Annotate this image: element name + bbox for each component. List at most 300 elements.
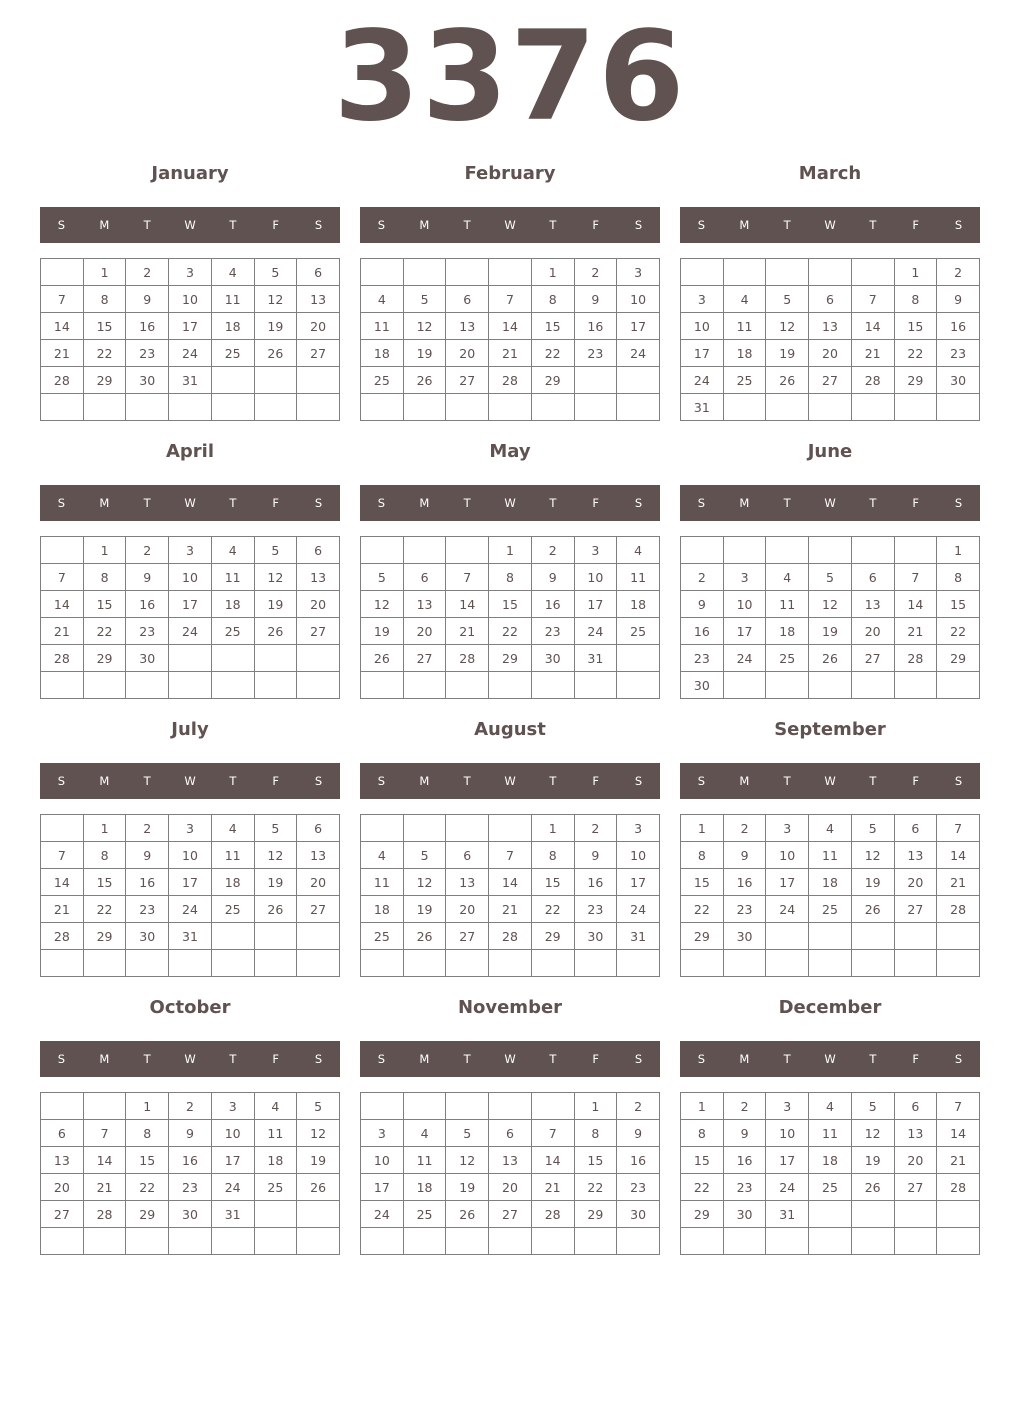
day-cell: 3 [723, 564, 766, 591]
weekday-label: F [912, 496, 920, 510]
day-cell: 5 [446, 1120, 489, 1147]
day-cell: 28 [937, 1174, 980, 1201]
weekday-label: F [912, 1052, 920, 1066]
week-row [681, 618, 980, 645]
day-cell [851, 1201, 894, 1228]
week-row [361, 923, 660, 950]
day-cell [489, 1093, 532, 1120]
day-cell: 20 [403, 618, 446, 645]
day-cell: 11 [809, 842, 852, 869]
day-cell: 2 [126, 537, 169, 564]
day-cell: 5 [851, 1093, 894, 1120]
week-row [41, 923, 340, 950]
day-cell: 1 [83, 537, 126, 564]
day-cell: 17 [723, 618, 766, 645]
day-cell: 14 [41, 591, 84, 618]
day-cell [894, 1228, 937, 1255]
day-cell [574, 1228, 617, 1255]
day-cell: 3 [361, 1120, 404, 1147]
day-cell: 5 [254, 537, 297, 564]
day-cell [766, 259, 809, 286]
day-cell: 1 [489, 537, 532, 564]
week-row [361, 313, 660, 340]
day-grid [360, 814, 660, 977]
week-row [361, 259, 660, 286]
weekday-header [680, 207, 980, 243]
day-cell: 22 [894, 340, 937, 367]
week-row [361, 564, 660, 591]
day-cell [403, 1228, 446, 1255]
day-cell: 21 [894, 618, 937, 645]
day-cell: 4 [361, 842, 404, 869]
day-cell: 14 [41, 313, 84, 340]
day-cell: 9 [723, 842, 766, 869]
day-cell: 15 [531, 313, 574, 340]
day-cell: 30 [126, 367, 169, 394]
weekday-label: M [99, 1052, 110, 1066]
day-cell: 15 [937, 591, 980, 618]
day-cell: 29 [681, 1201, 724, 1228]
day-cell [894, 672, 937, 699]
day-cell: 31 [211, 1201, 254, 1228]
day-cell: 3 [574, 537, 617, 564]
weekday-label: S [57, 496, 66, 510]
day-cell: 17 [169, 591, 212, 618]
day-cell: 7 [41, 842, 84, 869]
day-cell: 17 [766, 869, 809, 896]
day-cell: 8 [489, 564, 532, 591]
weekday-label: T [143, 496, 151, 510]
day-cell: 23 [937, 340, 980, 367]
day-cell [211, 923, 254, 950]
day-cell: 27 [297, 896, 340, 923]
day-cell: 10 [723, 591, 766, 618]
weekday-label: S [314, 774, 323, 788]
day-cell [41, 815, 84, 842]
day-cell: 11 [254, 1120, 297, 1147]
day-cell: 25 [211, 896, 254, 923]
day-cell [809, 672, 852, 699]
day-cell: 20 [41, 1174, 84, 1201]
day-cell: 10 [617, 842, 660, 869]
weekday-label: F [272, 774, 280, 788]
day-cell: 25 [809, 1174, 852, 1201]
day-cell: 6 [297, 815, 340, 842]
day-cell: 10 [169, 286, 212, 313]
day-cell [169, 645, 212, 672]
day-cell: 7 [489, 842, 532, 869]
day-cell: 10 [617, 286, 660, 313]
day-cell: 1 [531, 259, 574, 286]
day-cell: 10 [681, 313, 724, 340]
day-cell: 3 [169, 815, 212, 842]
day-cell: 31 [681, 394, 724, 421]
day-cell: 27 [851, 645, 894, 672]
weekday-label: S [697, 774, 706, 788]
week-row [41, 537, 340, 564]
day-cell: 4 [254, 1093, 297, 1120]
week-row [361, 842, 660, 869]
weekday-label: T [143, 1052, 151, 1066]
day-cell: 21 [937, 1147, 980, 1174]
day-cell: 7 [531, 1120, 574, 1147]
weekday-label: S [377, 774, 386, 788]
day-cell [809, 1201, 852, 1228]
weekday-label: W [184, 774, 196, 788]
day-cell: 19 [766, 340, 809, 367]
day-cell [126, 672, 169, 699]
day-cell [489, 950, 532, 977]
day-cell [446, 1093, 489, 1120]
day-cell: 16 [126, 869, 169, 896]
day-cell: 18 [254, 1147, 297, 1174]
day-cell: 28 [894, 645, 937, 672]
day-cell [41, 672, 84, 699]
day-grid [680, 1092, 980, 1255]
day-cell [403, 950, 446, 977]
day-cell [617, 367, 660, 394]
day-cell [937, 1228, 980, 1255]
day-cell [41, 394, 84, 421]
day-cell: 30 [681, 672, 724, 699]
week-row [681, 923, 980, 950]
week-row [681, 869, 980, 896]
day-cell: 17 [169, 869, 212, 896]
weekday-label: W [504, 1052, 516, 1066]
day-cell [446, 537, 489, 564]
weekday-label: S [697, 1052, 706, 1066]
weekday-label: F [592, 218, 600, 232]
day-cell: 14 [489, 869, 532, 896]
day-cell: 1 [937, 537, 980, 564]
week-row [361, 1147, 660, 1174]
day-cell: 19 [403, 896, 446, 923]
day-cell: 13 [41, 1147, 84, 1174]
day-cell: 12 [297, 1120, 340, 1147]
weekday-header [360, 1041, 660, 1077]
weekday-label: T [463, 218, 471, 232]
day-cell: 16 [617, 1147, 660, 1174]
day-cell [126, 394, 169, 421]
weekday-label: S [377, 218, 386, 232]
day-cell: 17 [574, 591, 617, 618]
day-cell [617, 1228, 660, 1255]
day-cell: 12 [361, 591, 404, 618]
day-cell: 21 [446, 618, 489, 645]
weekday-label: S [314, 496, 323, 510]
day-cell: 12 [851, 842, 894, 869]
weekday-label: S [954, 218, 963, 232]
day-cell [766, 672, 809, 699]
day-cell: 12 [254, 842, 297, 869]
day-cell: 12 [403, 869, 446, 896]
day-cell [254, 394, 297, 421]
day-cell: 18 [723, 340, 766, 367]
weekday-label: T [463, 496, 471, 510]
day-cell: 21 [937, 869, 980, 896]
day-cell: 15 [681, 1147, 724, 1174]
day-cell [211, 1228, 254, 1255]
week-row [41, 1201, 340, 1228]
day-cell: 16 [723, 1147, 766, 1174]
day-cell: 1 [531, 815, 574, 842]
day-cell: 2 [126, 259, 169, 286]
day-cell: 27 [403, 645, 446, 672]
day-cell: 19 [851, 1147, 894, 1174]
day-cell: 13 [446, 869, 489, 896]
week-row [681, 313, 980, 340]
day-cell: 27 [489, 1201, 532, 1228]
day-cell [211, 950, 254, 977]
day-cell: 19 [297, 1147, 340, 1174]
day-cell: 9 [574, 286, 617, 313]
day-cell: 5 [254, 815, 297, 842]
day-cell [169, 672, 212, 699]
day-cell: 15 [126, 1147, 169, 1174]
day-cell: 9 [574, 842, 617, 869]
day-cell [894, 1201, 937, 1228]
week-row [41, 1147, 340, 1174]
day-cell [297, 394, 340, 421]
day-cell: 7 [937, 1093, 980, 1120]
day-cell: 12 [809, 591, 852, 618]
day-cell [681, 1228, 724, 1255]
day-cell: 24 [169, 896, 212, 923]
day-cell: 9 [681, 591, 724, 618]
day-cell: 24 [211, 1174, 254, 1201]
day-cell: 3 [766, 1093, 809, 1120]
month-name: September [774, 719, 886, 740]
day-cell: 11 [211, 286, 254, 313]
day-cell: 28 [446, 645, 489, 672]
day-cell: 10 [169, 842, 212, 869]
day-cell [361, 394, 404, 421]
day-cell: 18 [211, 313, 254, 340]
day-grid [40, 536, 340, 699]
day-cell: 13 [894, 1120, 937, 1147]
day-cell: 24 [681, 367, 724, 394]
day-cell: 23 [169, 1174, 212, 1201]
day-cell [809, 394, 852, 421]
day-cell: 29 [83, 367, 126, 394]
weekday-label: S [314, 218, 323, 232]
day-cell: 19 [809, 618, 852, 645]
day-cell [254, 1228, 297, 1255]
day-cell [489, 672, 532, 699]
week-row [361, 815, 660, 842]
week-row [681, 815, 980, 842]
day-cell: 9 [126, 286, 169, 313]
weekday-label: F [272, 1052, 280, 1066]
day-cell: 7 [83, 1120, 126, 1147]
day-cell: 11 [211, 564, 254, 591]
day-cell: 28 [851, 367, 894, 394]
day-cell: 2 [531, 537, 574, 564]
day-cell: 25 [211, 340, 254, 367]
day-cell: 22 [83, 618, 126, 645]
day-grid [360, 1092, 660, 1255]
day-cell: 24 [574, 618, 617, 645]
day-cell: 31 [617, 923, 660, 950]
day-cell [403, 1093, 446, 1120]
day-cell [894, 394, 937, 421]
day-cell: 16 [723, 869, 766, 896]
day-cell: 20 [489, 1174, 532, 1201]
day-cell: 18 [361, 896, 404, 923]
day-cell: 1 [83, 815, 126, 842]
weekday-label: S [634, 496, 643, 510]
week-row [41, 645, 340, 672]
day-cell: 26 [361, 645, 404, 672]
weekday-label: S [954, 774, 963, 788]
day-cell: 7 [41, 286, 84, 313]
day-cell: 31 [169, 923, 212, 950]
day-cell: 9 [126, 564, 169, 591]
week-row [41, 869, 340, 896]
day-cell: 27 [894, 896, 937, 923]
day-cell [851, 394, 894, 421]
day-cell: 3 [169, 259, 212, 286]
day-cell [681, 537, 724, 564]
day-cell: 21 [531, 1174, 574, 1201]
day-cell: 25 [403, 1201, 446, 1228]
day-cell [297, 672, 340, 699]
weekday-label: T [783, 774, 791, 788]
day-cell: 20 [809, 340, 852, 367]
day-cell: 27 [41, 1201, 84, 1228]
weekday-label: M [99, 496, 110, 510]
month-name: June [807, 441, 853, 462]
day-cell: 20 [894, 1147, 937, 1174]
day-cell: 23 [126, 618, 169, 645]
day-cell: 17 [681, 340, 724, 367]
day-cell [937, 672, 980, 699]
day-cell: 2 [681, 564, 724, 591]
day-cell: 14 [937, 1120, 980, 1147]
day-cell: 29 [83, 923, 126, 950]
day-cell: 28 [489, 923, 532, 950]
day-cell: 17 [361, 1174, 404, 1201]
week-row [41, 1093, 340, 1120]
week-row [41, 672, 340, 699]
day-cell [531, 1093, 574, 1120]
day-cell: 9 [617, 1120, 660, 1147]
day-cell: 4 [723, 286, 766, 313]
day-cell: 18 [617, 591, 660, 618]
day-cell [489, 259, 532, 286]
day-cell: 24 [169, 618, 212, 645]
day-cell: 18 [809, 1147, 852, 1174]
day-cell [361, 259, 404, 286]
weekday-label: T [869, 218, 877, 232]
day-cell: 2 [126, 815, 169, 842]
day-cell: 14 [83, 1147, 126, 1174]
day-cell [723, 537, 766, 564]
week-row [361, 1093, 660, 1120]
day-cell: 14 [531, 1147, 574, 1174]
weekday-header [680, 1041, 980, 1077]
day-cell [254, 1201, 297, 1228]
day-cell: 28 [937, 896, 980, 923]
day-cell [446, 1228, 489, 1255]
day-cell: 23 [126, 896, 169, 923]
day-cell: 30 [617, 1201, 660, 1228]
day-cell: 6 [851, 564, 894, 591]
day-cell: 6 [809, 286, 852, 313]
weekday-label: F [592, 1052, 600, 1066]
weekday-label: S [57, 218, 66, 232]
day-cell: 2 [617, 1093, 660, 1120]
weekday-label: S [634, 774, 643, 788]
day-cell [169, 1228, 212, 1255]
weekday-label: W [184, 218, 196, 232]
day-cell [809, 950, 852, 977]
weekday-label: S [57, 774, 66, 788]
day-cell [531, 672, 574, 699]
day-cell: 21 [41, 340, 84, 367]
day-cell: 24 [617, 896, 660, 923]
day-cell [297, 367, 340, 394]
day-cell: 3 [766, 815, 809, 842]
day-cell: 23 [126, 340, 169, 367]
day-cell: 16 [169, 1147, 212, 1174]
day-cell [297, 1201, 340, 1228]
day-cell: 4 [211, 259, 254, 286]
day-cell: 8 [531, 286, 574, 313]
day-cell [211, 394, 254, 421]
day-cell: 19 [254, 313, 297, 340]
day-cell: 6 [894, 815, 937, 842]
day-cell [723, 259, 766, 286]
day-cell: 8 [681, 842, 724, 869]
day-cell: 29 [531, 367, 574, 394]
day-cell: 25 [617, 618, 660, 645]
weekday-label: W [504, 218, 516, 232]
day-cell: 18 [403, 1174, 446, 1201]
week-row [681, 537, 980, 564]
weekday-label: W [504, 496, 516, 510]
day-cell: 30 [723, 923, 766, 950]
day-grid [680, 536, 980, 699]
day-cell: 25 [361, 923, 404, 950]
day-cell: 27 [297, 340, 340, 367]
day-cell: 12 [851, 1120, 894, 1147]
day-cell: 18 [211, 591, 254, 618]
day-cell: 3 [169, 537, 212, 564]
day-cell: 25 [361, 367, 404, 394]
week-row [361, 950, 660, 977]
week-row [41, 286, 340, 313]
day-cell [766, 950, 809, 977]
week-row [41, 367, 340, 394]
day-cell: 22 [83, 340, 126, 367]
day-cell [254, 645, 297, 672]
day-cell: 19 [361, 618, 404, 645]
day-cell [126, 950, 169, 977]
day-cell [446, 950, 489, 977]
day-cell: 24 [766, 896, 809, 923]
day-cell: 23 [723, 1174, 766, 1201]
week-row [361, 591, 660, 618]
weekday-label: T [549, 774, 557, 788]
day-cell: 27 [297, 618, 340, 645]
day-grid [360, 258, 660, 421]
day-cell [403, 259, 446, 286]
day-cell: 30 [937, 367, 980, 394]
day-cell: 17 [766, 1147, 809, 1174]
day-cell: 3 [617, 259, 660, 286]
week-row [41, 340, 340, 367]
